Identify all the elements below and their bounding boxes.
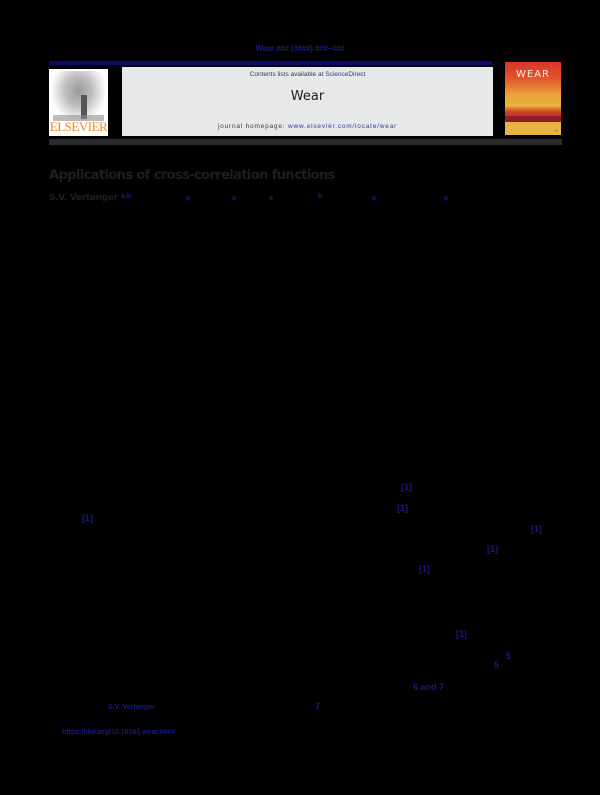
citation-link[interactable]: [1] [82, 513, 93, 523]
affiliation-marker-link[interactable]: a,b [121, 193, 132, 200]
affiliation-marker-link[interactable]: a [269, 195, 273, 202]
journal-cover-image[interactable] [505, 62, 561, 135]
cover-title: WEAR [516, 69, 550, 80]
header-dark-rule [49, 139, 562, 145]
cover-publisher-mark: ▪▪▪ [554, 129, 558, 133]
citation-link[interactable]: 7 [315, 701, 321, 711]
elsevier-wordmark: ELSEVIER [49, 119, 108, 134]
citation-link[interactable]: [1] [401, 482, 412, 492]
affiliation-marker-link[interactable]: b [318, 193, 323, 200]
citation-link[interactable]: 5 [494, 660, 500, 670]
citation-link[interactable]: [1] [419, 564, 430, 574]
journal-info-box [122, 67, 493, 136]
contents-availability [122, 71, 493, 78]
sciencedirect-link[interactable]: ScienceDirect [325, 71, 366, 78]
contents-prefix: Contents lists available at [249, 71, 326, 78]
citation-link[interactable]: [1] [487, 544, 498, 554]
footer-link[interactable]: S.V. Vertanger [108, 704, 155, 711]
article-title: Applications of cross-correlation functions [49, 168, 335, 183]
citation-link[interactable]: 5 [506, 651, 512, 661]
elsevier-tree-icon [52, 71, 105, 121]
journal-homepage [122, 123, 493, 130]
citation-link[interactable]: [1] [531, 524, 542, 534]
header-blue-rule [49, 61, 492, 65]
affiliation-marker-link[interactable]: a [444, 195, 448, 202]
affiliation-marker-link[interactable]: a [372, 195, 376, 202]
journal-citation-link[interactable]: Wear ### (####) ###–### [255, 44, 345, 53]
citation-link[interactable]: [1] [456, 629, 467, 639]
elsevier-logo[interactable] [49, 69, 108, 136]
footer-link[interactable]: https://doi.org/10.1016/j.wear.#### [62, 729, 176, 736]
affiliation-marker-link[interactable]: a [232, 195, 236, 202]
affiliation-marker-link[interactable]: a [186, 195, 190, 202]
article-authors: S.V. Vertanger [49, 193, 118, 203]
citation-link[interactable]: 6 and 7 [413, 682, 445, 692]
citation-link[interactable]: [1] [397, 503, 408, 513]
journal-homepage-link[interactable]: www.elsevier.com/locate/wear [287, 123, 398, 130]
cover-band [505, 116, 561, 122]
journal-name: Wear [290, 89, 325, 104]
homepage-prefix: journal homepage: [217, 123, 288, 130]
